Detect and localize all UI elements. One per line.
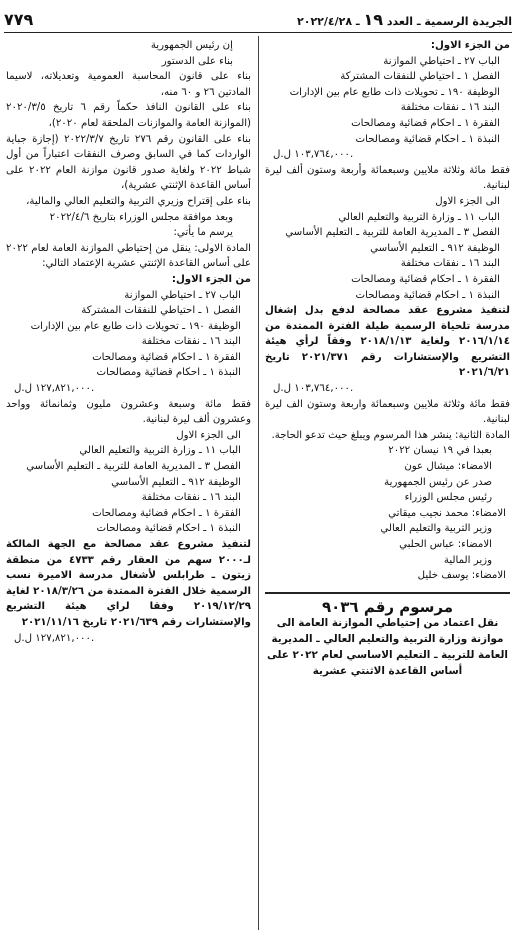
item-line: البند ١٦ ـ نفقات مختلفة (400, 102, 500, 114)
amount-in-words: فقط مائة وثلاثة ملايين وسبعمائة وأربعة وستون ألف ليرة لبنانية. (265, 164, 510, 192)
purpose-text: لتنفيذ مشروع عقد مصالحة لدفع بدل إشغال مدرسة تلحياة الرسمية طيلة الفترة الممتدة من ٢٠١٦/١/١٤ ولغاية ٢٠١٨/١/١٣ وفقاً لرأي هيئة التشريع والإستشارات رقم ٢٠٢١/٣٧١ تاريخ ٢٠٢١/٦/٢١ (265, 305, 510, 379)
signature-line: الامضاء: محمد نجيب ميقاتي (388, 507, 506, 519)
paragraph-line: الفقرة ١ ـ احكام قضائية ومصالحات (92, 351, 241, 363)
amount: ١٢٧,٨٢١,٠٠٠ ل.ل. (14, 383, 95, 395)
subparagraph-line: النبذة ١ ـ احكام قضائية ومصالحات (96, 523, 241, 535)
section-line: الفصل ١ ـ احتياطي للنفقات المشتركة (81, 305, 241, 317)
chapter-line: الباب ٢٧ ـ احتياطي الموازنة (124, 289, 241, 301)
signature-line: الامضاء: يوسف خليل (417, 570, 506, 582)
section-heading: من الجزء الاول: (171, 273, 251, 285)
preamble-line: بناء على القانون رقم ٢٧٦ تاريخ ٢٠٢٢/٣/٧ (إجازة جباية الواردات كما في السابق وصرف النفقات اعتباراً من أول شباط ٢٠٢٢ ولغاية صدور قانون موازنة العام ٢٠٢٢ على أساس القاعدة الإثنتي عشرية)، (6, 133, 252, 192)
subparagraph-line: النبذة ١ ـ احكام قضائية ومصالحات (355, 289, 500, 301)
right-column (265, 38, 510, 679)
chapter-line: الباب ٢٧ ـ احتياطي الموازنة (383, 55, 500, 67)
amount: ١٠٣,٧٦٤,٠٠٠ ل.ل. (273, 149, 354, 161)
section-heading: الى الجزء الاول (435, 195, 500, 207)
preamble-line: بناء على القانون النافذ حكماً رقم ٦ تاريخ ٢٠٢٠/٣/٥ (الموازنة العامة والموازنات الملحقة لعام ٢٠٢٠)، (6, 102, 252, 129)
signatory-title: رئيس مجلس الوزراء (404, 492, 492, 504)
place-date: بعبدا في ١٩ نيسان ٢٠٢٢ (388, 445, 492, 457)
gazette-title (297, 10, 512, 29)
item-line: البند ١٦ ـ نفقات مختلفة (400, 258, 500, 270)
gazette-prefix: الجريدة الرسمية ـ العدد (386, 14, 512, 28)
page-number: ٧٧٩ (4, 9, 34, 29)
section-line: الفصل ٣ ـ المديرية العامة للتربية ـ التعليم الأساسي (285, 227, 500, 239)
amount: ١٢٧,٨٢١,٠٠٠ ل.ل. (14, 632, 95, 644)
amount: ١٠٣,٧٦٤,٠٠٠ ل.ل. (273, 383, 354, 395)
signature-line: الامضاء: ميشال عون (404, 461, 492, 473)
chapter-line: الباب ١١ ـ وزارة التربية والتعليم العالي (338, 211, 500, 223)
paragraph-line: الفقرة ١ ـ احكام قضائية ومصالحات (351, 117, 500, 129)
paragraph-line: الفقرة ١ ـ احكام قضائية ومصالحات (351, 273, 500, 285)
issue-date: ـ ٢٠٢٢/٤/٢٨ (297, 14, 360, 28)
decree-formula: يرسم ما يأتي: (173, 227, 233, 239)
signatory-title: وزير المالية (443, 554, 492, 566)
chapter-line: الباب ١١ ـ وزارة التربية والتعليم العالي (79, 445, 241, 457)
paragraph-line: الفقرة ١ ـ احكام قضائية ومصالحات (92, 507, 241, 519)
amount-in-words: فقط مائة وسبعة وعشرون مليون وثمانمائة وواحد وعشرون ألف ليرة لبنانية. (6, 398, 251, 426)
preamble-line: بناء على الدستور (161, 55, 233, 67)
section-heading: الى الجزء الاول (176, 429, 241, 441)
article-two: المادة الثانية: ينشر هذا المرسوم ويبلغ حيث تدعو الحاجة. (271, 429, 510, 441)
item-line: البند ١٦ ـ نفقات مختلفة (141, 336, 241, 348)
function-line: الوظيفة ٩١٢ ـ التعليم الأساسي (370, 242, 500, 254)
purpose-text: لتنفيذ مشروع عقد مصالحة مع الجهة المالكة لـ٢٠٠٠ سهم من العقار رقم ٤٧٣٣ من منطقة زيتون ـ طرابلس لأشغال مدرسة الاميرة نسب الرسمية خلال الفترة الممتدة من ٢٠١٨/٣/٢٦ لغاية ٢٠١٩/١٢/٢٩ وفقا لراي هيئة التشريع والإستشارات رقم ٢٠٢١/٦٣٩ تاريخ ٢٠٢١/١١/١٦ (6, 539, 251, 628)
signature-line: الامضاء: عباس الحلبي (399, 539, 492, 550)
issued-by: صدر عن رئيس الجمهورية (384, 476, 492, 488)
item-line: البند ١٦ ـ نفقات مختلفة (141, 492, 241, 504)
function-line: الوظيفة ٩١٢ ـ التعليم الأساسي (111, 476, 241, 488)
preamble-line: بناء على إقتراح وزيري التربية والتعليم العالي والمالية، (26, 195, 251, 207)
section-heading: من الجزء الاول: (430, 40, 510, 51)
section-line: الفصل ١ ـ احتياطي للنفقات المشتركة (340, 71, 500, 83)
preamble-line: وبعد موافقة مجلس الوزراء بتاريخ ٢٠٢٢/٤/٦ (49, 211, 233, 223)
subparagraph-line: النبذة ١ ـ احكام قضائية ومصالحات (96, 367, 241, 379)
subparagraph-line: النبذة ١ ـ احكام قضائية ومصالحات (355, 133, 500, 145)
function-line: الوظيفة ١٩٠ ـ تحويلات ذات طابع عام بين الإدارات (30, 320, 241, 332)
article-one: المادة الاولى: ينقل من إحتياطي الموازنة العامة لعام ٢٠٢٢ على أساس القاعدة الإثنتي عشرية الإعتماد التالي: (6, 242, 251, 270)
decree-block (265, 592, 510, 680)
column-divider (258, 36, 259, 930)
amount-in-words: فقط مائة وثلاثة ملايين وسبعمائة واربعة وستون الف ليرة لبنانية. (265, 398, 510, 426)
issue-number: ١٩ (363, 9, 384, 29)
page-header (4, 6, 512, 33)
preamble-line: بناء على قانون المحاسبة العمومية وتعديلاته، لاسيما المادتين ٢٦ و ٦٠ منه، (6, 71, 251, 98)
decree-heading: مرسوم رقم ٩٠٣٦ (321, 597, 454, 616)
signatory-title: وزير التربية والتعليم العالي (380, 523, 492, 535)
left-column (6, 38, 251, 646)
decree-title: نقل اعتماد من إحتياطي الموازنة العامة الى موازنة وزارة التربية والتعليم العالي ـ المديرية العامة للتربية ـ التعليم الاساسي لعام ٢٠٢٢ على أساس القاعدة الاثنتي عشرية (266, 617, 508, 678)
section-line: الفصل ٣ ـ المديرية العامة للتربية ـ التعليم الأساسي (26, 461, 241, 473)
function-line: الوظيفة ١٩٠ ـ تحويلات ذات طابع عام بين الإدارات (289, 86, 500, 98)
preamble-line: إن رئيس الجمهورية (150, 40, 233, 51)
